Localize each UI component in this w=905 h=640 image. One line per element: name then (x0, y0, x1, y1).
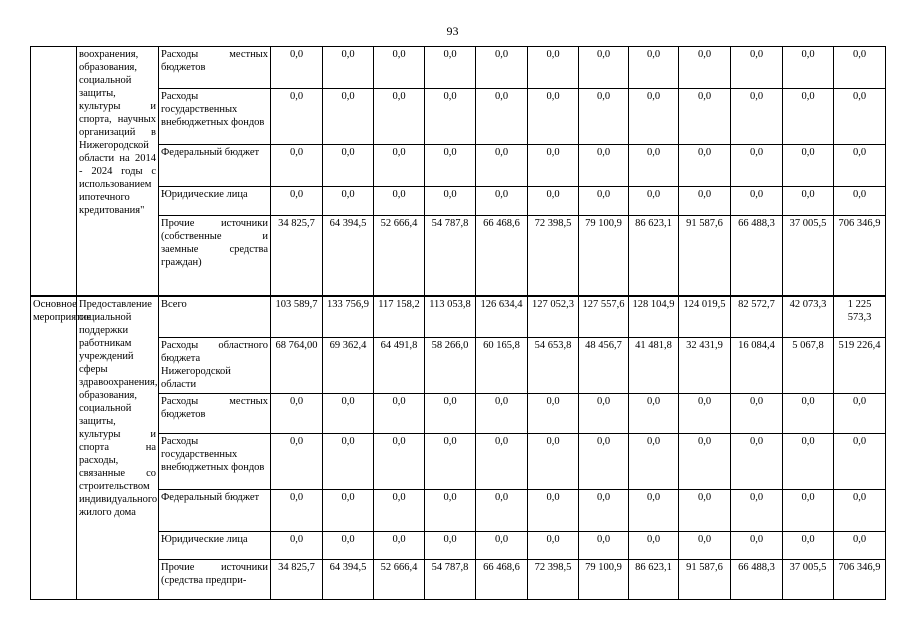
value-cell: 128 104,9 (629, 296, 679, 338)
value-cell: 706 346,9 (834, 560, 886, 600)
value-cell: 52 666,4 (374, 560, 425, 600)
value-cell: 0,0 (629, 434, 679, 490)
value-cell: 86 623,1 (629, 560, 679, 600)
value-cell: 66 488,3 (731, 560, 783, 600)
value-cell: 0,0 (323, 394, 374, 434)
table-row (31, 145, 886, 187)
funding-source-cell: Расходы государственных внебюджетных фондов (159, 89, 271, 145)
budget-table (30, 46, 886, 600)
value-cell: 706 346,9 (834, 216, 886, 296)
value-cell: 0,0 (731, 47, 783, 89)
value-cell: 86 623,1 (629, 216, 679, 296)
value-cell: 79 100,9 (579, 560, 629, 600)
value-cell: 113 053,8 (425, 296, 476, 338)
value-cell: 0,0 (425, 434, 476, 490)
value-cell: 0,0 (783, 434, 834, 490)
value-cell: 41 481,8 (629, 338, 679, 394)
value-cell: 0,0 (425, 490, 476, 532)
value-cell: 0,0 (271, 490, 323, 532)
value-cell: 0,0 (731, 187, 783, 216)
value-cell: 117 158,2 (374, 296, 425, 338)
value-cell: 0,0 (271, 89, 323, 145)
table-row (31, 216, 886, 296)
value-cell: 0,0 (679, 187, 731, 216)
value-cell: 0,0 (834, 394, 886, 434)
value-cell: 0,0 (731, 490, 783, 532)
value-cell: 0,0 (679, 47, 731, 89)
value-cell: 0,0 (476, 434, 528, 490)
value-cell: 0,0 (629, 490, 679, 532)
value-cell: 42 073,3 (783, 296, 834, 338)
value-cell: 0,0 (834, 47, 886, 89)
value-cell: 69 362,4 (323, 338, 374, 394)
value-cell: 0,0 (679, 145, 731, 187)
value-cell: 0,0 (679, 490, 731, 532)
funding-source-cell: Расходы местных бюджетов (159, 47, 271, 89)
value-cell: 0,0 (783, 187, 834, 216)
value-cell: 0,0 (528, 394, 579, 434)
value-cell: 37 005,5 (783, 560, 834, 600)
value-cell: 72 398,5 (528, 216, 579, 296)
funding-source-cell: Прочие источники (собственные и заемные средства граждан) (159, 216, 271, 296)
value-cell: 0,0 (476, 47, 528, 89)
value-cell: 5 067,8 (783, 338, 834, 394)
value-cell: 64 394,5 (323, 560, 374, 600)
funding-source-cell: Федеральный бюджет (159, 145, 271, 187)
value-cell: 0,0 (425, 47, 476, 89)
value-cell: 52 666,4 (374, 216, 425, 296)
value-cell: 0,0 (679, 394, 731, 434)
value-cell: 34 825,7 (271, 560, 323, 600)
value-cell: 0,0 (374, 89, 425, 145)
value-cell: 0,0 (323, 89, 374, 145)
value-cell: 60 165,8 (476, 338, 528, 394)
value-cell: 91 587,6 (679, 216, 731, 296)
value-cell: 54 653,8 (528, 338, 579, 394)
value-cell: 103 589,7 (271, 296, 323, 338)
value-cell: 0,0 (374, 187, 425, 216)
table-row (31, 532, 886, 560)
page-number: 93 (446, 24, 459, 38)
value-cell: 54 787,8 (425, 216, 476, 296)
value-cell: 0,0 (374, 490, 425, 532)
value-cell: 124 019,5 (679, 296, 731, 338)
funding-source-cell: Прочие источники (средства предпри- (159, 560, 271, 600)
value-cell: 0,0 (374, 145, 425, 187)
value-cell: 0,0 (476, 145, 528, 187)
value-cell: 0,0 (425, 89, 476, 145)
value-cell: 66 488,3 (731, 216, 783, 296)
value-cell: 64 491,8 (374, 338, 425, 394)
value-cell: 0,0 (783, 490, 834, 532)
value-cell: 133 756,9 (323, 296, 374, 338)
value-cell: 48 456,7 (579, 338, 629, 394)
value-cell: 0,0 (579, 490, 629, 532)
value-cell: 126 634,4 (476, 296, 528, 338)
value-cell: 32 431,9 (679, 338, 731, 394)
value-cell: 0,0 (579, 434, 629, 490)
value-cell: 0,0 (629, 145, 679, 187)
value-cell: 0,0 (579, 532, 629, 560)
value-cell: 0,0 (528, 187, 579, 216)
funding-source-cell: Расходы областного бюджета Нижегородской области (159, 338, 271, 394)
value-cell: 34 825,7 (271, 216, 323, 296)
value-cell: 0,0 (374, 532, 425, 560)
value-cell: 0,0 (834, 89, 886, 145)
table-row (31, 338, 886, 394)
value-cell: 54 787,8 (425, 560, 476, 600)
value-cell: 0,0 (425, 187, 476, 216)
value-cell: 0,0 (271, 187, 323, 216)
value-cell: 0,0 (425, 145, 476, 187)
value-cell: 0,0 (629, 187, 679, 216)
value-cell: 0,0 (783, 89, 834, 145)
value-cell: 519 226,4 (834, 338, 886, 394)
value-cell: 0,0 (528, 145, 579, 187)
table-row (31, 89, 886, 145)
value-cell: 72 398,5 (528, 560, 579, 600)
value-cell: 0,0 (476, 394, 528, 434)
value-cell: 0,0 (476, 490, 528, 532)
value-cell: 0,0 (679, 434, 731, 490)
value-cell: 0,0 (783, 145, 834, 187)
value-cell: 0,0 (323, 532, 374, 560)
table-row (31, 47, 886, 89)
activity-type-cell: Основное мероприятие (31, 296, 77, 600)
table-row (31, 490, 886, 532)
value-cell: 0,0 (629, 89, 679, 145)
value-cell: 0,0 (579, 187, 629, 216)
value-cell: 0,0 (271, 532, 323, 560)
table-row (31, 394, 886, 434)
value-cell: 0,0 (629, 47, 679, 89)
value-cell: 0,0 (323, 434, 374, 490)
value-cell: 0,0 (374, 47, 425, 89)
value-cell: 0,0 (425, 394, 476, 434)
value-cell: 0,0 (579, 89, 629, 145)
value-cell: 0,0 (834, 434, 886, 490)
value-cell: 0,0 (271, 145, 323, 187)
value-cell: 0,0 (731, 434, 783, 490)
value-cell: 1 225 573,3 (834, 296, 886, 338)
value-cell: 0,0 (323, 490, 374, 532)
value-cell: 0,0 (528, 47, 579, 89)
value-cell: 66 468,6 (476, 216, 528, 296)
value-cell: 0,0 (783, 532, 834, 560)
value-cell: 127 557,6 (579, 296, 629, 338)
value-cell: 68 764,00 (271, 338, 323, 394)
value-cell: 0,0 (528, 490, 579, 532)
funding-source-cell: Расходы государственных внебюджетных фондов (159, 434, 271, 490)
value-cell: 37 005,5 (783, 216, 834, 296)
value-cell: 0,0 (374, 434, 425, 490)
value-cell: 0,0 (528, 532, 579, 560)
value-cell: 58 266,0 (425, 338, 476, 394)
table-row (31, 434, 886, 490)
value-cell: 0,0 (323, 187, 374, 216)
value-cell: 0,0 (783, 394, 834, 434)
value-cell: 0,0 (271, 434, 323, 490)
value-cell: 0,0 (629, 532, 679, 560)
value-cell: 0,0 (834, 490, 886, 532)
value-cell: 0,0 (476, 187, 528, 216)
value-cell: 0,0 (425, 532, 476, 560)
funding-source-cell: Юридические лица (159, 532, 271, 560)
value-cell: 0,0 (476, 89, 528, 145)
value-cell: 0,0 (731, 394, 783, 434)
funding-source-cell: Юридические лица (159, 187, 271, 216)
value-cell: 16 084,4 (731, 338, 783, 394)
value-cell: 79 100,9 (579, 216, 629, 296)
value-cell: 0,0 (271, 394, 323, 434)
table-row (31, 187, 886, 216)
value-cell: 0,0 (783, 47, 834, 89)
budget-table-body (31, 47, 886, 600)
value-cell: 64 394,5 (323, 216, 374, 296)
value-cell: 0,0 (834, 145, 886, 187)
value-cell: 0,0 (374, 394, 425, 434)
value-cell: 66 468,6 (476, 560, 528, 600)
activity-name-cell: Предоставление социальной поддержки работникам учреждений сферы здравоохранения, образования, социальной защиты, культуры и спорта на расходы, связанные со строительством индивидуального жилого дома (77, 296, 159, 600)
activity-name-cell: воохранения, образования, социальной защиты, культуры и спорта, научных организаций в Нижегородской области на 2014 - 2024 годы с использованием ипотечного кредитования" (77, 47, 159, 296)
value-cell: 0,0 (528, 89, 579, 145)
value-cell: 82 572,7 (731, 296, 783, 338)
value-cell: 0,0 (731, 532, 783, 560)
value-cell: 0,0 (834, 532, 886, 560)
value-cell: 0,0 (476, 532, 528, 560)
value-cell: 0,0 (579, 394, 629, 434)
table-row (31, 296, 886, 338)
activity-type-cell (31, 47, 77, 296)
value-cell: 0,0 (323, 47, 374, 89)
value-cell: 0,0 (731, 145, 783, 187)
value-cell: 0,0 (629, 394, 679, 434)
value-cell: 127 052,3 (528, 296, 579, 338)
funding-source-cell: Всего (159, 296, 271, 338)
value-cell: 0,0 (731, 89, 783, 145)
value-cell: 0,0 (679, 532, 731, 560)
value-cell: 0,0 (579, 145, 629, 187)
value-cell: 91 587,6 (679, 560, 731, 600)
value-cell: 0,0 (579, 47, 629, 89)
value-cell: 0,0 (679, 89, 731, 145)
value-cell: 0,0 (323, 145, 374, 187)
value-cell: 0,0 (271, 47, 323, 89)
table-row (31, 560, 886, 600)
value-cell: 0,0 (528, 434, 579, 490)
value-cell: 0,0 (834, 187, 886, 216)
funding-source-cell: Федеральный бюджет (159, 490, 271, 532)
funding-source-cell: Расходы местных бюджетов (159, 394, 271, 434)
